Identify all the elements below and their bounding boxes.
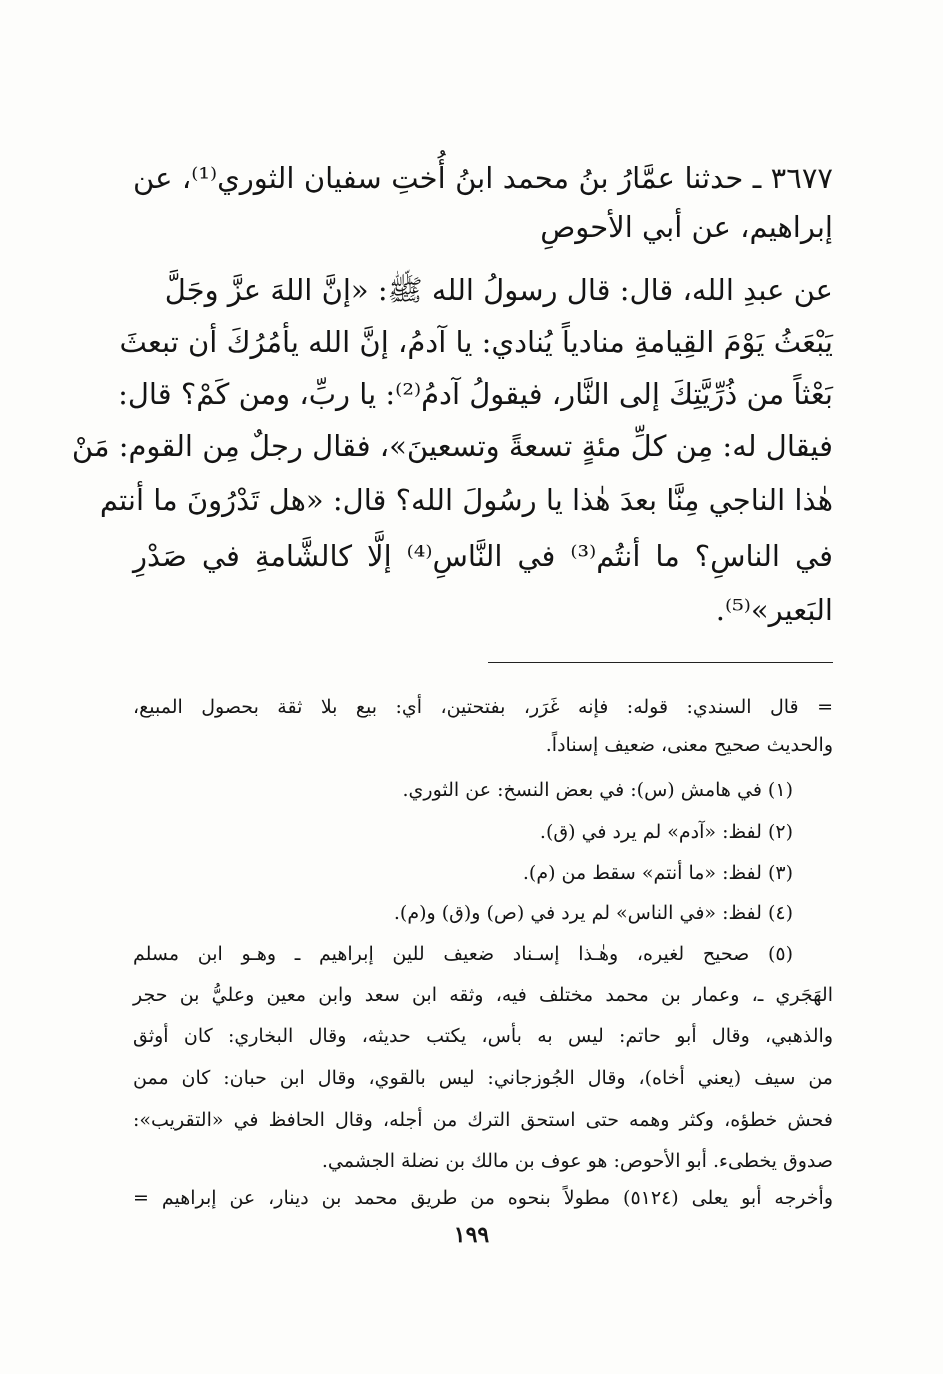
page-number: ١٩٩ [453, 1222, 490, 1248]
footnote-continuation-line-2: والحديث صحيح معنى، ضعيف إسناداً. [545, 734, 833, 756]
footnote-3: (٣) لفظ: «ما أنتم» سقط من (م). [522, 862, 793, 884]
footnote-4: (٤) لفظ: «في الناس» لم يرد في (ص) و(ق) و(م). [393, 902, 793, 924]
hadith-header-line-2: إبراهيم، عن أبي الأحوصِ [540, 210, 833, 244]
footnote-5-line-2: الهَجَري ـ، وعمار بن محمد مختلف فيه، وثقه ابن سعد وابن معين وعليُّ بن حجر [133, 984, 833, 1006]
footnote-5-line-5: فحش خطؤه، وكثر وهمه حتى استحق الترك من أجله، وقال الحافظ في «التقريب»: [133, 1109, 833, 1131]
footnote-divider [488, 662, 833, 663]
hadith-header-line-1: ٣٦٧٧ ـ حدثنا عمَّارُ بنُ محمد ابنُ أُختِ سفيان الثوري⁽¹⁾، عن [133, 161, 833, 195]
hadith-body-line-2: يَبْعَثُ يَوْمَ القِيامةِ منادياً يُنادي: يا آدمُ، إنَّ الله يأمُرُكَ أن تبعثَ [119, 325, 833, 359]
footnote-2: (٢) لفظ: «آدم» لم يرد في (ق). [539, 821, 793, 843]
footnote-5-line-4: من سيف (يعني أخاه)، وقال الجُوزجاني: ليس بالقوي، وقال ابن حبان: كان ممن [133, 1067, 833, 1089]
hadith-body-line-1: عن عبدِ الله، قال: قال رسولُ الله ﷺ: «إنَّ اللهَ عزَّ وجَلَّ [164, 273, 833, 307]
footnote-final-line: وأخرجه أبو يعلى (٥١٢٤) مطولاً بنحوه من طريق محمد بن دينار، عن إبراهيم = [133, 1187, 833, 1209]
hadith-body-line-3: بَعْثاً من ذُرِّيَّتِكَ إلى النَّار، فيقولُ آدمُ⁽²⁾: يا ربِّ، ومن كَمْ؟ قال: [118, 377, 833, 411]
hadith-body-line-5: هٰذا الناجي مِنَّا بعدَ هٰذا يا رسُولَ الله؟ قال: «هل تَدْرُونَ ما أنتم [99, 483, 833, 517]
footnote-5-line-1: (٥) صحيح لغيره، وهٰـذا إسـناد ضعيف للين إبراهيم ـ وهـو ابن مسلم [133, 943, 794, 965]
footnote-5-line-3: والذهبي، وقال أبو حاتم: ليس به بأس، يكتب حديثه، وقال البخاري: كان أوثق [133, 1025, 833, 1047]
hadith-body-line-7: البَعير»⁽⁵⁾. [715, 593, 833, 627]
hadith-body-line-4: فيقال له: مِن كلِّ مئةٍ تسعةً وتسعينَ»، فقال رجلٌ مِن القوم: مَنْ [71, 429, 833, 463]
footnote-continuation-line-1: = قال السندي: قوله: فإنه غَرَر، بفتحتين، أي: بيع بلا ثقة بحصول المبيع، [133, 696, 833, 718]
footnote-5-line-6: صدوق يخطىء. أبو الأحوص: هو عوف بن مالك بن نضلة الجشمي. [321, 1150, 833, 1172]
hadith-body-line-6: في الناسِ؟ ما أنتُم⁽³⁾ في النَّاسِ⁽⁴⁾ إلَّا كالشَّامةِ في صَدْرِ [133, 539, 833, 573]
footnote-1: (١) في هامش (س): في بعض النسخ: عن الثوري. [402, 779, 793, 801]
